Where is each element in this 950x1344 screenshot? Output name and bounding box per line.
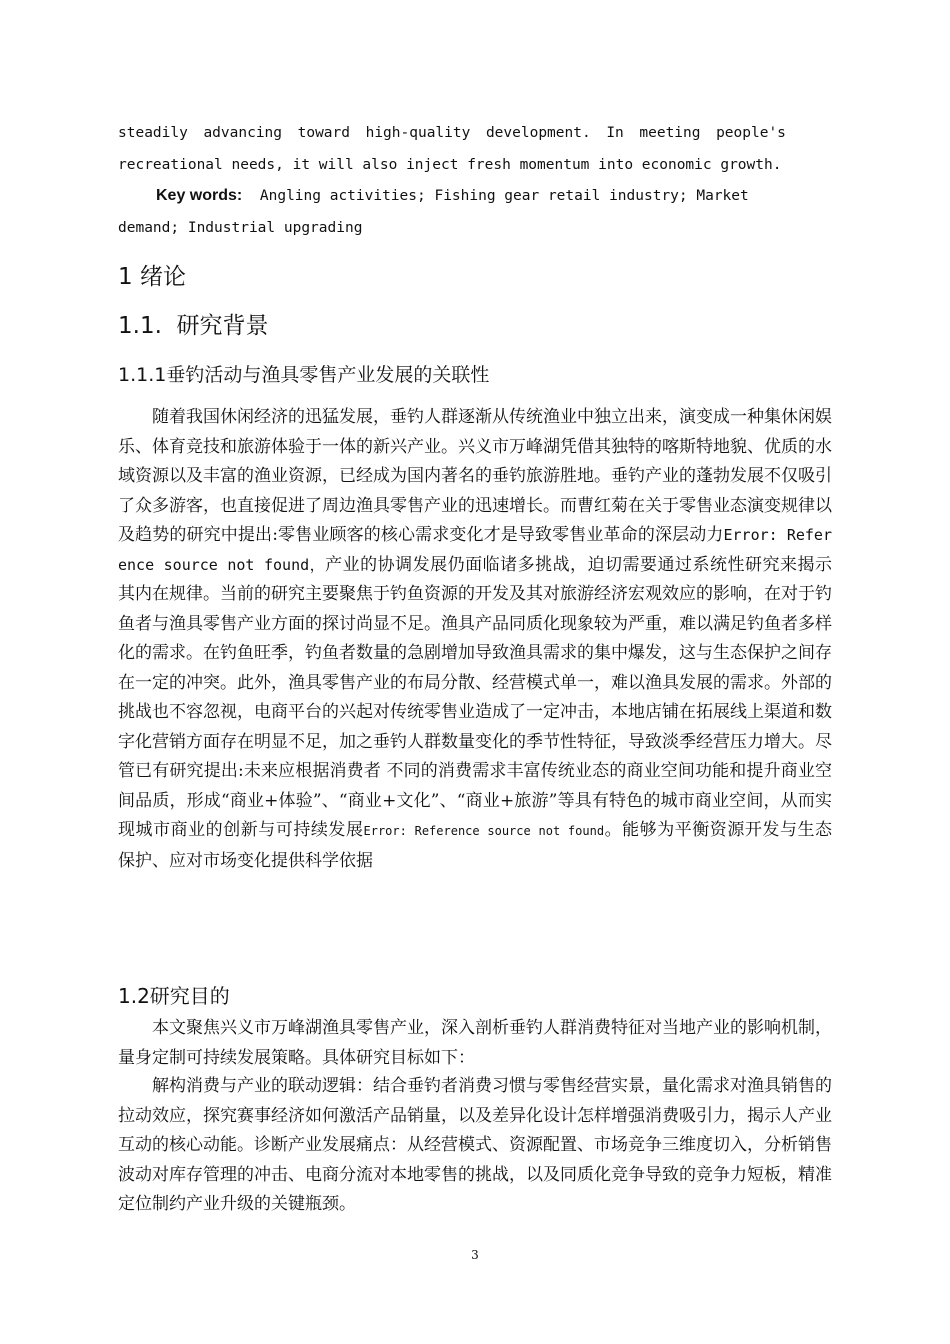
page-number: 3 [471, 1248, 479, 1262]
reference-error: Error: Reference source not found [363, 824, 605, 838]
abstract-word: meeting [639, 125, 701, 141]
abstract-line-2: recreational needs, it will also inject fresh momentum into economic growth. [118, 157, 782, 173]
abstract-word: people's [716, 125, 786, 141]
abstract-word: toward [297, 125, 350, 141]
section-heading-1-1: 1.1. 研究背景 [118, 313, 269, 339]
abstract-word: high-quality [365, 125, 471, 141]
abstract-word: development. [485, 125, 591, 141]
reference-error: Error: Reference source not found， [118, 526, 832, 574]
keywords-line-2: demand; Industrial upgrading [118, 220, 363, 236]
abstract-word: In [606, 125, 624, 141]
keywords-line-1 [156, 186, 786, 206]
paragraph-text: 。能够为平衡资源开发与生态保护、应对市场变化提供科学依据 [118, 820, 833, 871]
paragraph-text: 随着我国休闲经济的迅猛发展，垂钓人群逐渐从传统渔业中独立出来，演变成一种集休闲娱乐、体育竞技和旅游体验于一体的新兴产业。兴义市万峰湖凭借其独特的喀斯特地貌、优质的水域资源以及丰富的渔业资源，已经成为国内著名的垂钓旅游胜地。垂钓产业的蓬勃发展不仅吸引了众多游客，也直接促进了周边渔具零售产业的迅速增长。而曹红菊在关于零售业态演变规律以及趋势的研究中提出:零售业顾客的核心需求变化才是导致零售业革命的深层动力 [118, 407, 832, 545]
subsection-heading-1-1-1: 1.1.1垂钓活动与渔具零售产业发展的关联性 [118, 364, 490, 386]
body-paragraph [118, 403, 832, 876]
abstract-word: steadily [118, 125, 188, 141]
paragraph-text: 产业的协调发展仍面临诸多挑战，迫切需要通过系统性研究来揭示其内在规律。当前的研究主要聚焦于钓鱼资源的开发及其对旅游经济宏观效应的影响，在对于钓鱼者与渔具零售产业方面的探讨尚显不足。渔具产品同质化现象较为严重，难以满足钓鱼者多样化的需求。在钓鱼旺季，钓鱼者数量的急剧增加导致渔具需求的集中爆发，这与生态保护之间存在一定的冲突。此外，渔具零售产业的布局分散、经营模式单一，难以渔具发展的需求。外部的挑战也不容忽视，电商平台的兴起对传统零售业造成了一定冲击，本地店铺在拓展线上渠道和数字化营销方面存在明显不足，加之垂钓人群数量变化的季节性特征，导致淡季经营压力增大。尽管已有研究提出:未来应根据消费者 不同的消费需求丰富传统业态的商业空间功能和提升商业空间品质，形成“商业+体验”、“商业+文化”、“商业+旅游”等具有特色的城市商业空间，从而实现城市商业的创新与可持续发展 [118, 554, 832, 840]
body-paragraph: 本文聚焦兴义市万峰湖渔具零售产业，深入剖析垂钓人群消费特征对当地产业的影响机制，量身定制可持续发展策略。具体研究目标如下： [118, 1018, 832, 1068]
keywords-label: Key words: [156, 187, 243, 204]
abstract-line-1 [118, 123, 786, 143]
keywords-text: Angling activities; Fishing gear retail industry; Market [259, 188, 749, 204]
section-heading-1-2: 1.2研究目的 [118, 984, 230, 1008]
chapter-heading: 1 绪论 [118, 264, 186, 290]
body-paragraph: 解构消费与产业的联动逻辑：结合垂钓者消费习惯与零售经营实景，量化需求对渔具销售的拉动效应，探究赛事经济如何激活产品销量，以及差异化设计怎样增强消费吸引力，揭示人产业互动的核心动能。诊断产业发展痛点：从经营模式、资源配置、市场竞争三维度切入，分析销售波动对库存管理的冲击、电商分流对本地零售的挑战，以及同质化竞争导致的竞争力短板，精准定位制约产业升级的关键瓶颈。 [118, 1076, 832, 1214]
abstract-word: advancing [203, 125, 283, 141]
